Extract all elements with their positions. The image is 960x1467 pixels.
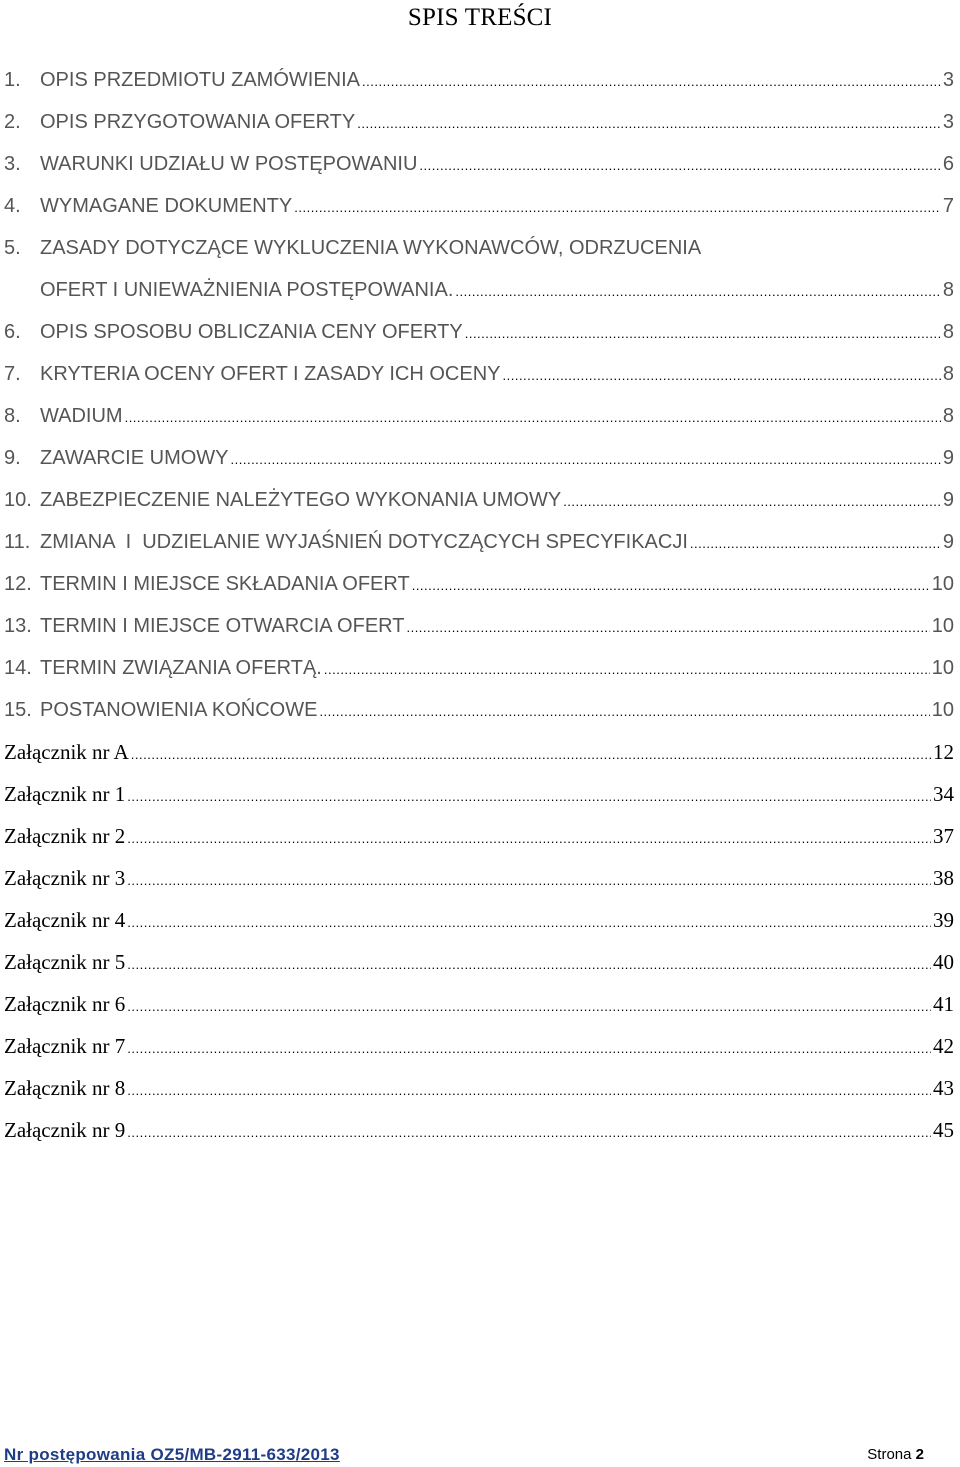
toc-leader-dots: [455, 279, 940, 305]
toc-attachment[interactable]: [0, 899, 960, 941]
procedure-number-link[interactable]: Nr postępowania OZ5/MB-2911-633/2013: [4, 1445, 340, 1464]
toc-entry[interactable]: [0, 311, 960, 353]
toc-entry[interactable]: [0, 101, 960, 143]
toc-leader-dots: [319, 699, 929, 725]
toc-attachment-page: 45: [933, 1118, 954, 1142]
toc-entry[interactable]: [0, 353, 960, 395]
toc-attachment-label: Załącznik nr 5: [0, 949, 125, 975]
toc-entry-page: 3: [942, 111, 954, 133]
toc-leader-dots: [127, 1120, 931, 1146]
toc-entry-label: ZABEZPIECZENIE NALEŻYTEGO WYKONANIA UMOWY: [0, 487, 561, 513]
toc-entry[interactable]: [0, 395, 960, 437]
toc-attachment-page: 39: [933, 908, 954, 932]
toc-entry-page: 9: [942, 489, 954, 511]
toc-attachment[interactable]: [0, 815, 960, 857]
toc-entry[interactable]: [0, 227, 960, 311]
toc-entry-page: 8: [942, 321, 954, 343]
toc-leader-dots: [503, 363, 941, 389]
toc-entry-number: 3.: [4, 153, 21, 175]
toc-entry-number: 2.: [4, 111, 21, 133]
toc-entry-page: 6: [942, 153, 954, 175]
toc-leader-dots: [127, 910, 931, 936]
toc-attachment-page: 42: [933, 1034, 954, 1058]
toc-entry-number: 13.: [4, 615, 32, 637]
toc-entry-label: WADIUM: [0, 403, 123, 429]
toc-attachment[interactable]: [0, 857, 960, 899]
toc-entry-label: OPIS PRZYGOTOWANIA OFERTY: [0, 109, 355, 135]
toc-attachment-label: Załącznik nr 8: [0, 1075, 125, 1101]
toc-entry-page: 9: [942, 447, 954, 469]
page-number: [867, 1444, 924, 1466]
toc-attachment[interactable]: [0, 941, 960, 983]
toc-leader-dots: [412, 573, 930, 599]
toc-leader-dots: [127, 952, 931, 978]
toc-entry-page: 8: [942, 405, 954, 427]
toc-entry-label: POSTANOWIENIA KOŃCOWE: [0, 697, 317, 723]
toc-entry-page: 10: [931, 615, 954, 637]
toc-leader-dots: [690, 531, 941, 557]
toc-entry[interactable]: [0, 647, 960, 689]
toc-entry-label: TERMIN I MIEJSCE SKŁADANIA OFERT: [0, 571, 410, 597]
toc-attachment-page: 43: [933, 1076, 954, 1100]
toc-entry-number: 8.: [4, 405, 21, 427]
toc-entry-label: ZMIANA I UDZIELANIE WYJAŚNIEŃ DOTYCZĄCYCH SPECYFIKACJI: [0, 529, 688, 555]
toc-entry-label-line1: ZASADY DOTYCZĄCE WYKLUCZENIA WYKONAWCÓW, ODRZUCENIA: [40, 237, 702, 259]
toc-entry-number: 5.: [4, 237, 21, 259]
toc-attachment-label: Załącznik nr 7: [0, 1033, 125, 1059]
toc-leader-dots: [127, 826, 931, 852]
toc-entry-number: 12.: [4, 573, 32, 595]
page-footer: [0, 1444, 960, 1466]
toc-attachment[interactable]: [0, 983, 960, 1025]
toc-entry-label: WYMAGANE DOKUMENTY: [0, 193, 292, 219]
toc-entry-number: 4.: [4, 195, 21, 217]
toc-entry[interactable]: [0, 689, 960, 731]
toc-attachment-page: 38: [933, 866, 954, 890]
toc-entry[interactable]: [0, 479, 960, 521]
toc-attachment-page: 34: [933, 782, 954, 806]
toc-entry-number: 10.: [4, 489, 32, 511]
toc-attachment[interactable]: [0, 1025, 960, 1067]
toc-entry[interactable]: [0, 605, 960, 647]
toc-entry-page: 7: [942, 195, 954, 217]
toc-entry-number: 1.: [4, 69, 21, 91]
toc-attachment-label: Załącznik nr 9: [0, 1117, 125, 1143]
toc-entry-label: TERMIN I MIEJSCE OTWARCIA OFERT: [0, 613, 404, 639]
page-title: SPIS TREŚCI: [407, 4, 553, 31]
toc-entry-page: 8: [942, 363, 954, 385]
toc-entry[interactable]: [0, 437, 960, 479]
toc-entry-number: 14.: [4, 657, 32, 679]
toc-leader-dots: [294, 195, 941, 221]
toc-entry-page: 10: [931, 573, 954, 595]
toc-entry-label: OPIS SPOSOBU OBLICZANIA CENY OFERTY: [0, 319, 463, 345]
toc-entry-label: TERMIN ZWIĄZANIA OFERTĄ.: [0, 655, 322, 681]
toc-leader-dots: [231, 447, 941, 473]
toc-leader-dots: [131, 742, 931, 768]
toc-entry-number: 9.: [4, 447, 21, 469]
toc-attachment-page: 41: [933, 992, 954, 1016]
toc-attachment-label: Załącznik nr 1: [0, 781, 125, 807]
toc-attachment-label: Załącznik nr A: [0, 739, 129, 765]
toc-leader-dots: [127, 868, 931, 894]
toc-entry-page: 3: [942, 69, 954, 91]
toc-entry-label: ZAWARCIE UMOWY: [0, 445, 229, 471]
toc-entry-number: 6.: [4, 321, 21, 343]
toc-entry[interactable]: [0, 143, 960, 185]
toc-attachment-label: Załącznik nr 4: [0, 907, 125, 933]
page-number-value: 2: [915, 1446, 924, 1463]
toc-leader-dots: [419, 153, 940, 179]
toc-entry[interactable]: [0, 59, 960, 101]
toc-attachment-page: 37: [933, 824, 954, 848]
toc-leader-dots: [125, 405, 941, 431]
toc-entry-number: 15.: [4, 699, 32, 721]
toc-entry-page: 10: [931, 699, 954, 721]
toc-entry[interactable]: [0, 521, 960, 563]
toc-leader-dots: [127, 994, 931, 1020]
toc-attachment[interactable]: [0, 1109, 960, 1151]
toc-leader-dots: [362, 69, 941, 95]
toc-entry[interactable]: [0, 185, 960, 227]
toc-entry-number: 7.: [4, 363, 21, 385]
toc-entry-label: OFERT I UNIEWAŻNIENIA POSTĘPOWANIA.: [0, 277, 453, 303]
toc-attachment-page: 40: [933, 950, 954, 974]
toc-leader-dots: [465, 321, 941, 347]
toc-entry[interactable]: [0, 563, 960, 605]
toc-entry-number: 11.: [4, 531, 31, 553]
toc-entry-label: WARUNKI UDZIAŁU W POSTĘPOWANIU: [0, 151, 417, 177]
toc-leader-dots: [127, 784, 931, 810]
toc-attachment-label: Załącznik nr 2: [0, 823, 125, 849]
toc-entry-page: 8: [942, 279, 954, 301]
toc-entry-label: OPIS PRZEDMIOTU ZAMÓWIENIA: [0, 67, 360, 93]
toc-attachment[interactable]: [0, 1067, 960, 1109]
toc-attachment-label: Załącznik nr 3: [0, 865, 125, 891]
toc-entry-label: KRYTERIA OCENY OFERT I ZASADY ICH OCENY: [0, 361, 501, 387]
toc-entry-page: 9: [942, 531, 954, 553]
toc-entry-page: 10: [931, 657, 954, 679]
page-number-prefix: Strona: [867, 1446, 912, 1463]
toc-attachment-page: 12: [933, 740, 954, 764]
toc-leader-dots: [127, 1036, 931, 1062]
toc-leader-dots: [357, 111, 941, 137]
toc-leader-dots: [563, 489, 941, 515]
toc-attachment-label: Załącznik nr 6: [0, 991, 125, 1017]
toc-attachment[interactable]: [0, 773, 960, 815]
toc-leader-dots: [127, 1078, 931, 1104]
toc-leader-dots: [324, 657, 930, 683]
toc-attachment[interactable]: [0, 731, 960, 773]
table-of-contents: [0, 59, 960, 1151]
toc-leader-dots: [406, 615, 929, 641]
